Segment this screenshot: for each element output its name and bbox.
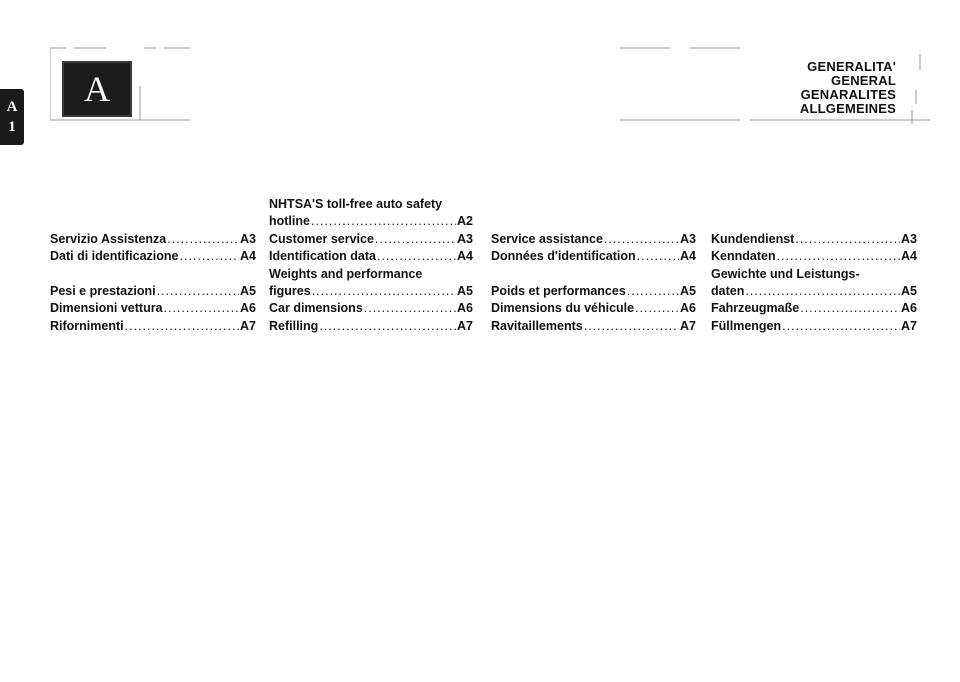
page-ref: A5 xyxy=(457,284,473,299)
toc-column-italian xyxy=(50,196,256,335)
toc-entry-dati-identificazione[interactable]: Dati di identificazione ..... A4 xyxy=(50,248,256,265)
page-ref: A6 xyxy=(457,301,473,316)
toc-entry-servizio-assistenza[interactable]: Servizio Assistenza ..... A3 xyxy=(50,231,256,248)
page-ref: A7 xyxy=(680,318,696,333)
toc-entry-fahrzeugmasse[interactable]: Fahrzeugmaße ..... A6 xyxy=(711,300,917,317)
title-french: GENARALITES xyxy=(800,87,896,102)
page-ref: A3 xyxy=(901,231,917,246)
toc-entry-dimensioni-vettura[interactable]: Dimensioni vettura ..... A6 xyxy=(50,300,256,317)
title-german: ALLGEMEINES xyxy=(799,101,896,116)
header-frame-lines xyxy=(50,46,930,126)
toc-column-german xyxy=(711,196,917,335)
page-ref: A5 xyxy=(240,283,256,298)
toc-gewichte-line1: Gewichte und Leistungs- xyxy=(711,266,860,281)
toc-entry-car-dimensions[interactable]: Car dimensions ..... A6 xyxy=(269,300,473,317)
toc-column-french xyxy=(491,196,696,335)
page-ref: A2 xyxy=(457,214,473,229)
side-tab-number: 1 xyxy=(8,119,16,135)
toc-entry-gewichte-daten[interactable]: daten ..... A5 xyxy=(711,283,917,300)
toc-entry-kenndaten[interactable]: Kenndaten ..... A4 xyxy=(711,248,917,265)
page-ref: A6 xyxy=(901,301,917,316)
chapter-side-tab xyxy=(0,89,24,145)
toc-entry-fullmengen[interactable]: Füllmengen ..... A7 xyxy=(711,318,917,335)
page-ref: A3 xyxy=(457,231,473,246)
toc-entry-service-assistance[interactable]: Service assistance ..... A3 xyxy=(491,231,696,248)
toc-entry-poids-performances[interactable]: Poids et performances ..... A5 xyxy=(491,283,696,300)
toc-entry-ravitaillements[interactable]: Ravitaillements ..... A7 xyxy=(491,318,696,335)
chapter-badge-letter: A xyxy=(84,69,110,109)
toc-entry-kundendienst[interactable]: Kundendienst ..... A3 xyxy=(711,231,917,248)
toc-entry-nhtsa-hotline[interactable]: hotline ..... A2 xyxy=(269,213,473,230)
toc-entry-refilling[interactable]: Refilling ..... A7 xyxy=(269,318,473,335)
toc-weights-line1: Weights and performance xyxy=(269,266,423,281)
page-ref: A7 xyxy=(457,318,473,333)
chapter-badge xyxy=(62,61,132,117)
toc-entry-dimensions-vehicule[interactable]: Dimensions du véhicule ..... A6 xyxy=(491,300,696,317)
page-ref: A4 xyxy=(680,249,696,264)
toc-entry-donnees-identification[interactable]: Données d'identification ..... A4 xyxy=(491,248,696,265)
page-ref: A5 xyxy=(901,284,917,298)
toc-nhtsa-line1: NHTSA'S toll-free auto safety xyxy=(269,197,443,211)
toc-entry-customer-service[interactable]: Customer service ..... A3 xyxy=(269,231,473,248)
page-ref: A4 xyxy=(240,249,256,264)
page-ref: A3 xyxy=(240,231,256,246)
title-english: GENERAL xyxy=(831,73,896,88)
title-italian: GENERALITA' xyxy=(807,59,896,74)
page-ref: A7 xyxy=(901,318,917,333)
page-ref: A6 xyxy=(240,301,256,316)
chapter-titles xyxy=(800,60,896,116)
page-ref: A5 xyxy=(680,283,696,298)
toc-entry-pesi-prestazioni[interactable]: Pesi e prestazioni ..... A5 xyxy=(50,283,256,300)
page-ref: A3 xyxy=(680,231,696,246)
page-ref: A7 xyxy=(240,318,256,333)
page-ref: A6 xyxy=(680,301,696,316)
page-ref: A4 xyxy=(457,249,473,264)
toc-entry-identification-data[interactable]: Identification data ..... A4 xyxy=(269,248,473,265)
side-tab-letter: A xyxy=(6,99,18,115)
toc-column-english xyxy=(269,196,473,335)
page-ref: A4 xyxy=(901,249,917,264)
toc-entry-weights-figures[interactable]: figures ..... A5 xyxy=(269,283,473,300)
toc-entry-rifornimenti[interactable]: Rifornimenti ..... A7 xyxy=(50,318,256,335)
